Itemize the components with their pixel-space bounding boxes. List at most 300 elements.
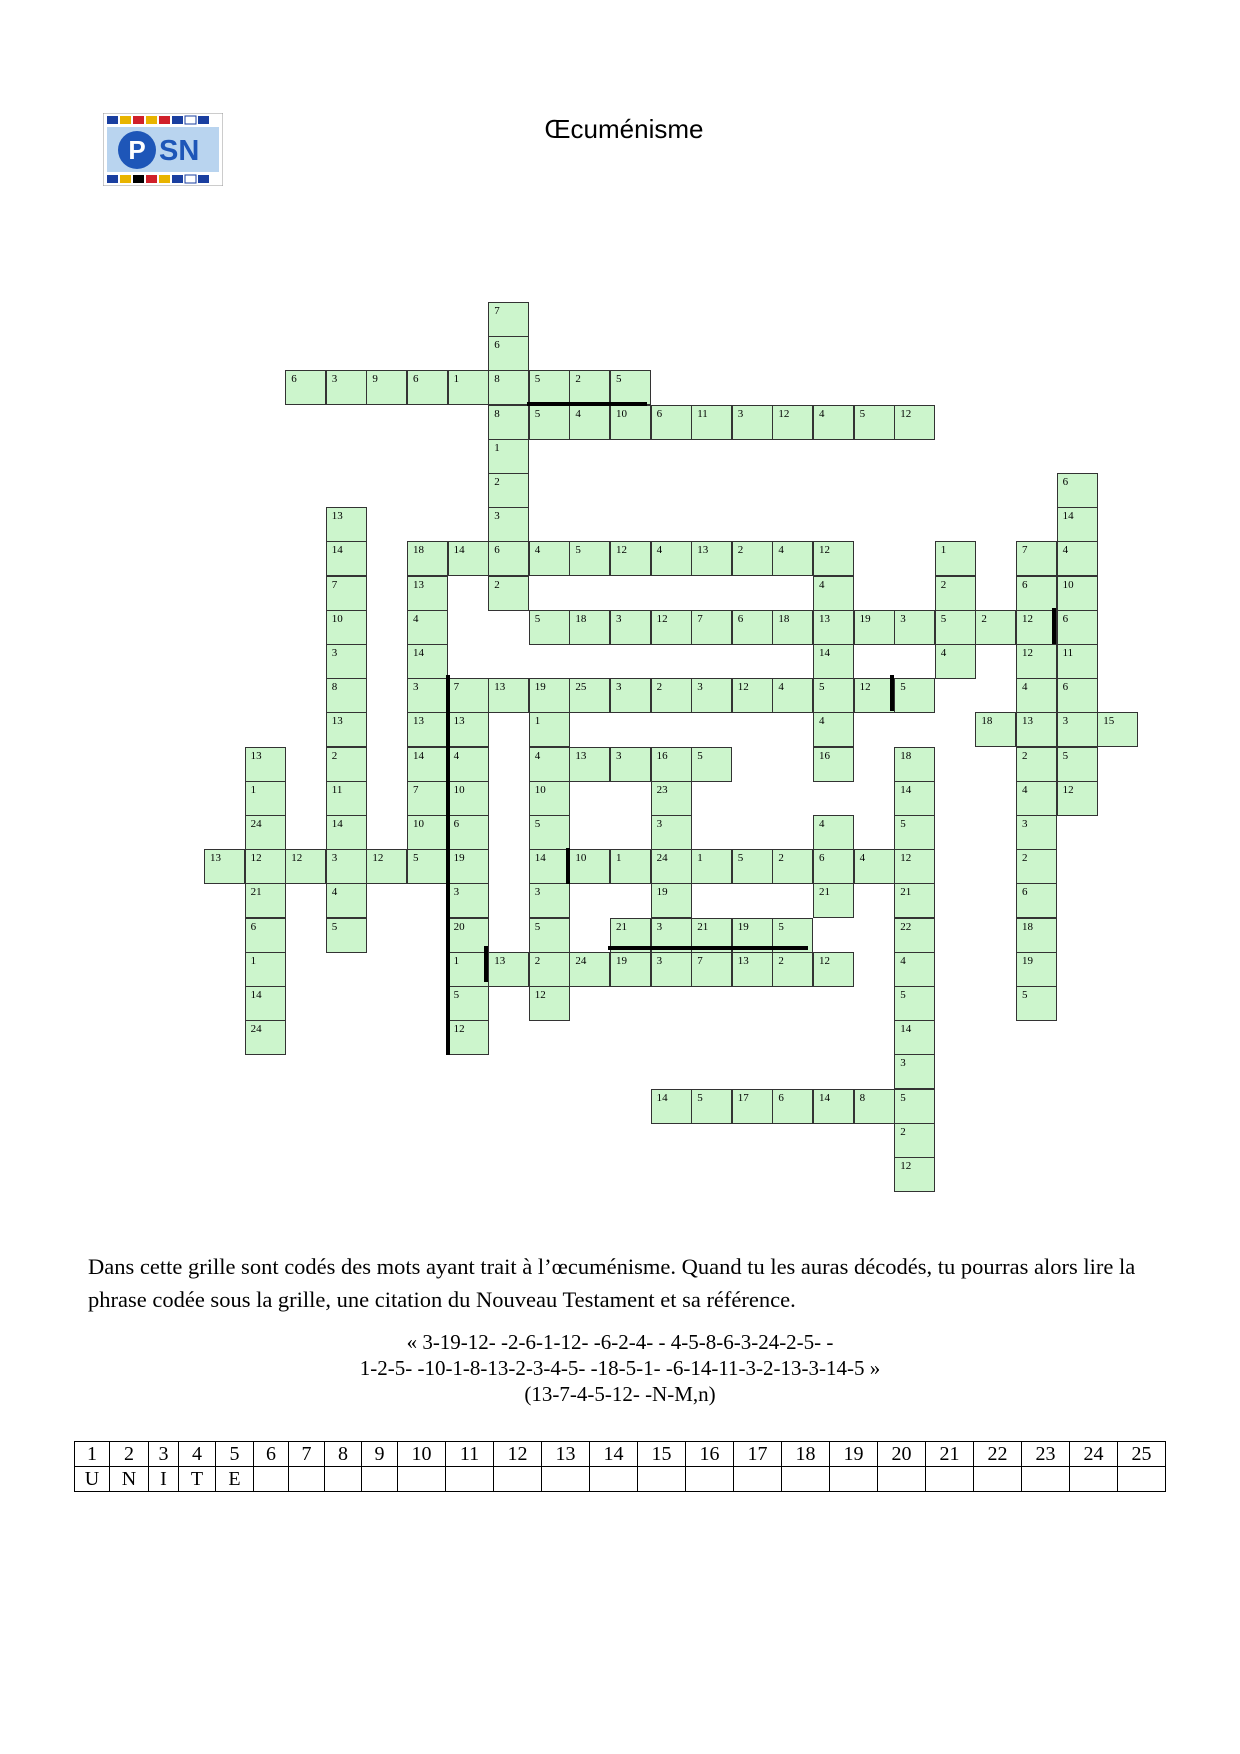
key-letter-cell[interactable] [686, 1467, 734, 1492]
grid-cell[interactable] [569, 370, 610, 405]
grid-cell[interactable] [610, 610, 651, 645]
grid-cell[interactable] [894, 1157, 935, 1192]
grid-cell[interactable] [1057, 644, 1098, 679]
grid-cell[interactable] [854, 678, 895, 713]
grid-cell[interactable] [732, 849, 773, 884]
cell-number: 12 [900, 407, 912, 420]
grid-cell[interactable] [691, 610, 732, 645]
key-letter-cell[interactable] [289, 1467, 325, 1492]
grid-cell[interactable] [569, 405, 610, 440]
grid-cell[interactable] [1057, 507, 1098, 542]
grid-cell[interactable] [569, 541, 610, 576]
key-letter-cell[interactable] [1022, 1467, 1070, 1492]
logo-letters-sn: SN [159, 135, 200, 167]
grid-cell[interactable] [407, 849, 448, 884]
grid-cell[interactable] [1057, 576, 1098, 611]
grid-cell[interactable] [651, 541, 692, 576]
cell-number: 18 [1022, 920, 1033, 933]
grid-cell[interactable] [285, 849, 326, 884]
grid-cell[interactable] [326, 849, 367, 884]
grid-cell[interactable] [1016, 986, 1057, 1021]
grid-cell[interactable] [448, 541, 489, 576]
grid-cell[interactable] [894, 1089, 935, 1124]
grid-cell[interactable] [651, 883, 692, 918]
grid-cell[interactable] [245, 918, 286, 953]
grid-cell[interactable] [245, 747, 286, 782]
grid-cell[interactable] [326, 507, 367, 542]
grid-cell[interactable] [1016, 883, 1057, 918]
grid-cell[interactable] [1057, 678, 1098, 713]
grid-cell[interactable] [610, 849, 651, 884]
grid-cell[interactable] [894, 405, 935, 440]
grid-cell[interactable] [529, 849, 570, 884]
grid-cell[interactable] [407, 541, 448, 576]
grid-cell[interactable] [813, 952, 854, 987]
grid-cell[interactable] [529, 986, 570, 1021]
cell-number: 6 [494, 339, 500, 352]
word-separator-bar [890, 675, 894, 711]
grid-cell[interactable] [1097, 712, 1138, 747]
cell-number: 6 [1062, 681, 1069, 694]
cell-number: 14 [900, 783, 912, 796]
grid-cell[interactable] [894, 781, 935, 816]
grid-cell[interactable] [813, 1089, 854, 1124]
grid-cell[interactable] [894, 747, 935, 782]
cell-number: 14 [656, 1091, 668, 1104]
grid-cell[interactable] [529, 405, 570, 440]
key-number-cell: 20 [878, 1442, 926, 1467]
grid-cell[interactable] [813, 405, 854, 440]
grid-cell[interactable] [610, 370, 651, 405]
grid-cell[interactable] [651, 849, 692, 884]
cell-number: 13 [331, 715, 343, 728]
grid-cell[interactable] [326, 781, 367, 816]
key-letter-cell[interactable] [926, 1467, 974, 1492]
grid-cell[interactable] [326, 815, 367, 850]
cell-number: 5 [940, 612, 947, 625]
cell-number: 6 [494, 544, 500, 557]
grid-cell[interactable] [529, 678, 570, 713]
grid-cell[interactable] [488, 336, 529, 371]
cell-number: 2 [778, 852, 784, 865]
grid-cell[interactable] [407, 747, 448, 782]
key-number-cell: 17 [734, 1442, 782, 1467]
grid-cell[interactable] [529, 815, 570, 850]
grid-cell[interactable] [448, 986, 489, 1021]
key-letter-cell[interactable] [494, 1467, 542, 1492]
key-letter-cell[interactable] [1118, 1467, 1166, 1492]
key-letter-cell[interactable] [362, 1467, 398, 1492]
cell-number: 6 [1022, 886, 1028, 899]
grid-cell[interactable] [651, 610, 692, 645]
grid-cell[interactable] [448, 883, 489, 918]
grid-cell[interactable] [1016, 815, 1057, 850]
key-number-cell: 1 [75, 1442, 110, 1467]
grid-cell[interactable] [1016, 712, 1057, 747]
grid-cell[interactable] [448, 747, 489, 782]
grid-cell[interactable] [529, 781, 570, 816]
cell-number: 5 [697, 1091, 703, 1104]
grid-cell[interactable] [326, 644, 367, 679]
grid-cell[interactable] [326, 541, 367, 576]
grid-cell[interactable] [1016, 678, 1057, 713]
grid-cell[interactable] [326, 576, 367, 611]
grid-cell[interactable] [894, 610, 935, 645]
key-letter-cell[interactable] [638, 1467, 686, 1492]
cell-number: 3 [616, 749, 622, 762]
grid-cell[interactable] [326, 918, 367, 953]
grid-cell[interactable] [1016, 781, 1057, 816]
grid-cell[interactable] [285, 370, 326, 405]
grid-cell[interactable] [326, 610, 367, 645]
grid-cell[interactable] [691, 1089, 732, 1124]
key-letter-cell[interactable] [542, 1467, 590, 1492]
grid-cell[interactable] [732, 1089, 773, 1124]
grid-cell[interactable] [448, 952, 489, 987]
cell-number: 23 [656, 783, 668, 796]
grid-cell[interactable] [894, 678, 935, 713]
key-letter-cell[interactable] [590, 1467, 638, 1492]
grid-cell[interactable] [854, 1089, 895, 1124]
key-letter-cell[interactable] [878, 1467, 926, 1492]
grid-cell[interactable] [651, 405, 692, 440]
cell-number: 8 [494, 407, 500, 420]
grid-cell[interactable] [569, 952, 610, 987]
grid-cell[interactable] [448, 678, 489, 713]
cell-number: 19 [656, 886, 668, 899]
grid-cell[interactable] [407, 815, 448, 850]
cell-number: 4 [819, 578, 825, 591]
cell-number: 8 [494, 373, 500, 386]
grid-cell[interactable] [732, 610, 773, 645]
key-letter-cell[interactable] [254, 1467, 289, 1492]
cell-number: 1 [940, 544, 947, 557]
grid-cell[interactable] [772, 541, 813, 576]
grid-cell[interactable] [894, 1054, 935, 1089]
cell-number: 2 [534, 954, 541, 967]
key-letter-cell[interactable] [830, 1467, 878, 1492]
cell-number: 5 [534, 920, 541, 933]
cell-number: 18 [981, 715, 993, 728]
grid-cell[interactable] [894, 849, 935, 884]
key-letter-cell[interactable]: T [179, 1467, 216, 1492]
key-number-cell: 9 [362, 1442, 398, 1467]
grid-cell[interactable] [610, 747, 651, 782]
grid-cell[interactable] [1057, 610, 1098, 645]
grid-cell[interactable] [326, 370, 367, 405]
grid-cell[interactable] [813, 815, 854, 850]
logo-letter-p: P [128, 135, 146, 165]
cell-number: 1 [697, 852, 703, 865]
grid-cell[interactable] [732, 405, 773, 440]
cell-number: 6 [1062, 476, 1069, 488]
grid-cell[interactable] [1057, 781, 1098, 816]
grid-cell[interactable] [448, 918, 489, 953]
grid-cell[interactable] [366, 849, 407, 884]
key-letter-cell[interactable]: U [75, 1467, 110, 1492]
cell-number: 16 [819, 749, 830, 762]
grid-cell[interactable] [772, 405, 813, 440]
cell-number: 6 [819, 852, 825, 865]
cell-number: 12 [250, 852, 262, 865]
grid-cell[interactable] [732, 678, 773, 713]
grid-cell[interactable] [651, 781, 692, 816]
cell-number: 6 [737, 612, 744, 625]
cell-number: 5 [900, 818, 906, 830]
cell-number: 12 [819, 544, 830, 557]
grid-cell[interactable] [488, 405, 529, 440]
grid-cell[interactable] [813, 883, 854, 918]
key-letter-cell[interactable] [325, 1467, 362, 1492]
grid-cell[interactable] [448, 712, 489, 747]
grid-cell[interactable] [326, 883, 367, 918]
cell-number: 5 [453, 989, 460, 1001]
grid-cell[interactable] [1016, 576, 1057, 611]
grid-cell[interactable] [488, 576, 529, 611]
grid-cell[interactable] [245, 815, 286, 850]
cell-number: 18 [575, 612, 587, 625]
grid-cell[interactable] [569, 610, 610, 645]
cell-number: 4 [413, 612, 419, 625]
grid-cell[interactable] [610, 541, 651, 576]
grid-cell[interactable] [691, 405, 732, 440]
grid-cell[interactable] [407, 610, 448, 645]
grid-cell[interactable] [407, 370, 448, 405]
grid-cell[interactable] [529, 883, 570, 918]
grid-cell[interactable] [448, 1020, 489, 1055]
key-letter-cell[interactable] [734, 1467, 782, 1492]
cell-number: 24 [250, 818, 262, 830]
grid-cell[interactable] [529, 918, 570, 953]
cell-number: 6 [453, 818, 460, 830]
key-letter-cell[interactable]: I [149, 1467, 179, 1492]
grid-cell[interactable] [854, 405, 895, 440]
cell-number: 13 [413, 715, 424, 728]
grid-cell[interactable] [894, 986, 935, 1021]
grid-cell[interactable] [894, 1123, 935, 1158]
cell-number: 4 [819, 407, 825, 420]
grid-cell[interactable] [326, 712, 367, 747]
cell-number: 10 [331, 612, 343, 625]
grid-cell[interactable] [529, 541, 570, 576]
key-letter-cell[interactable] [446, 1467, 494, 1492]
grid-cell[interactable] [813, 610, 854, 645]
grid-cell[interactable] [569, 678, 610, 713]
grid-cell[interactable] [488, 302, 529, 337]
grid-cell[interactable] [854, 849, 895, 884]
grid-cell[interactable] [772, 952, 813, 987]
cell-number: 6 [656, 407, 663, 420]
cell-number: 10 [453, 783, 465, 796]
cell-number: 2 [940, 578, 947, 591]
grid-cell[interactable] [1016, 849, 1057, 884]
key-number-cell: 19 [830, 1442, 878, 1467]
cell-number: 3 [494, 510, 500, 523]
cell-number: 9 [372, 373, 378, 386]
grid-cell[interactable] [813, 678, 854, 713]
grid-cell[interactable] [326, 678, 367, 713]
grid-cell[interactable] [245, 849, 286, 884]
grid-cell[interactable] [1016, 610, 1057, 645]
cell-number: 24 [656, 852, 668, 865]
grid-cell[interactable] [529, 610, 570, 645]
grid-cell[interactable] [529, 370, 570, 405]
grid-cell[interactable] [651, 815, 692, 850]
key-number-cell: 22 [974, 1442, 1022, 1467]
grid-cell[interactable] [935, 541, 976, 576]
grid-cell[interactable] [813, 849, 854, 884]
cell-number: 12 [1062, 783, 1074, 796]
grid-cell[interactable] [407, 781, 448, 816]
cell-number: 1 [453, 373, 460, 386]
grid-cell[interactable] [1016, 952, 1057, 987]
cell-number: 13 [494, 681, 506, 694]
grid-cell[interactable] [894, 918, 935, 953]
grid-cell[interactable] [529, 712, 570, 747]
grid-cell[interactable] [488, 541, 529, 576]
grid-cell[interactable] [935, 576, 976, 611]
grid-cell[interactable] [366, 370, 407, 405]
grid-cell[interactable] [407, 712, 448, 747]
grid-cell[interactable] [488, 473, 529, 508]
cell-number: 4 [819, 715, 825, 728]
key-letter-cell[interactable] [398, 1467, 446, 1492]
grid-cell[interactable] [691, 849, 732, 884]
grid-cell[interactable] [245, 883, 286, 918]
grid-cell[interactable] [975, 610, 1016, 645]
grid-cell[interactable] [813, 747, 854, 782]
grid-cell[interactable] [1057, 712, 1098, 747]
grid-cell[interactable] [529, 952, 570, 987]
grid-cell[interactable] [732, 952, 773, 987]
key-number-cell: 8 [325, 1442, 362, 1467]
grid-cell[interactable] [1016, 541, 1057, 576]
grid-cell[interactable] [488, 507, 529, 542]
grid-cell[interactable] [691, 541, 732, 576]
cell-number: 2 [494, 476, 500, 488]
grid-cell[interactable] [651, 1089, 692, 1124]
grid-cell[interactable] [772, 610, 813, 645]
cell-number: 12 [900, 1160, 912, 1172]
grid-cell[interactable] [569, 849, 610, 884]
key-letter-cell[interactable]: N [110, 1467, 149, 1492]
cell-number: 13 [494, 954, 506, 967]
cell-number: 5 [737, 852, 744, 865]
grid-cell[interactable] [894, 952, 935, 987]
grid-cell[interactable] [651, 747, 692, 782]
grid-cell[interactable] [245, 986, 286, 1021]
grid-cell[interactable] [1016, 747, 1057, 782]
grid-cell[interactable] [245, 952, 286, 987]
grid-cell[interactable] [1057, 541, 1098, 576]
grid-cell[interactable] [975, 712, 1016, 747]
grid-cell[interactable] [245, 781, 286, 816]
grid-cell[interactable] [651, 678, 692, 713]
grid-cell[interactable] [691, 678, 732, 713]
grid-cell[interactable] [407, 678, 448, 713]
grid-cell[interactable] [610, 405, 651, 440]
grid-cell[interactable] [488, 439, 529, 474]
grid-cell[interactable] [894, 883, 935, 918]
grid-cell[interactable] [813, 644, 854, 679]
cipher-reference: (13-7-4-5-12- -N-M,n) [524, 1382, 716, 1406]
cell-number: 4 [1022, 783, 1028, 796]
key-letter-cell[interactable] [782, 1467, 830, 1492]
cell-number: 12 [616, 544, 627, 557]
cell-number: 7 [697, 612, 703, 625]
grid-cell[interactable] [407, 576, 448, 611]
grid-cell[interactable] [204, 849, 245, 884]
key-letter-cell[interactable]: E [216, 1467, 254, 1492]
cell-number: 12 [859, 681, 871, 694]
grid-cell[interactable] [935, 644, 976, 679]
grid-cell[interactable] [610, 952, 651, 987]
grid-cell[interactable] [691, 747, 732, 782]
cell-number: 10 [413, 818, 424, 830]
grid-cell[interactable] [448, 815, 489, 850]
cell-number: 13 [453, 715, 465, 728]
grid-cell[interactable] [245, 1020, 286, 1055]
grid-cell[interactable] [610, 678, 651, 713]
grid-cell[interactable] [813, 541, 854, 576]
cell-number: 3 [1022, 818, 1028, 830]
grid-cell[interactable] [448, 849, 489, 884]
grid-cell[interactable] [772, 678, 813, 713]
cell-number: 2 [656, 681, 663, 694]
grid-cell[interactable] [326, 747, 367, 782]
grid-cell[interactable] [894, 815, 935, 850]
cell-number: 12 [778, 407, 790, 420]
grid-cell[interactable] [691, 952, 732, 987]
grid-cell[interactable] [1057, 747, 1098, 782]
cell-number: 1 [453, 954, 460, 967]
grid-cell[interactable] [529, 747, 570, 782]
key-letter-cell[interactable] [1070, 1467, 1118, 1492]
grid-cell[interactable] [732, 541, 773, 576]
grid-cell[interactable] [448, 781, 489, 816]
grid-cell[interactable] [1016, 644, 1057, 679]
cell-number: 4 [940, 647, 947, 659]
grid-cell[interactable] [813, 576, 854, 611]
grid-cell[interactable] [651, 952, 692, 987]
grid-cell[interactable] [894, 1020, 935, 1055]
grid-cell[interactable] [772, 849, 813, 884]
cell-number: 3 [331, 373, 338, 386]
grid-cell[interactable] [488, 952, 529, 987]
grid-cell[interactable] [1016, 918, 1057, 953]
grid-cell[interactable] [935, 610, 976, 645]
grid-cell[interactable] [448, 370, 489, 405]
key-number-cell: 24 [1070, 1442, 1118, 1467]
key-number-cell: 5 [216, 1442, 254, 1467]
cell-number: 3 [737, 407, 744, 420]
grid-cell[interactable] [1057, 473, 1098, 508]
grid-cell[interactable] [569, 747, 610, 782]
word-separator-bar [527, 402, 647, 406]
grid-cell[interactable] [854, 610, 895, 645]
grid-cell[interactable] [407, 644, 448, 679]
grid-cell[interactable] [488, 678, 529, 713]
cell-number: 6 [413, 373, 419, 386]
grid-cell[interactable] [813, 712, 854, 747]
grid-cell[interactable] [772, 1089, 813, 1124]
key-letter-cell[interactable] [974, 1467, 1022, 1492]
cell-number: 16 [656, 749, 668, 762]
cell-number: 7 [453, 681, 460, 694]
cell-number: 21 [250, 886, 262, 899]
cell-number: 13 [413, 578, 424, 591]
grid-cell[interactable] [488, 370, 529, 405]
